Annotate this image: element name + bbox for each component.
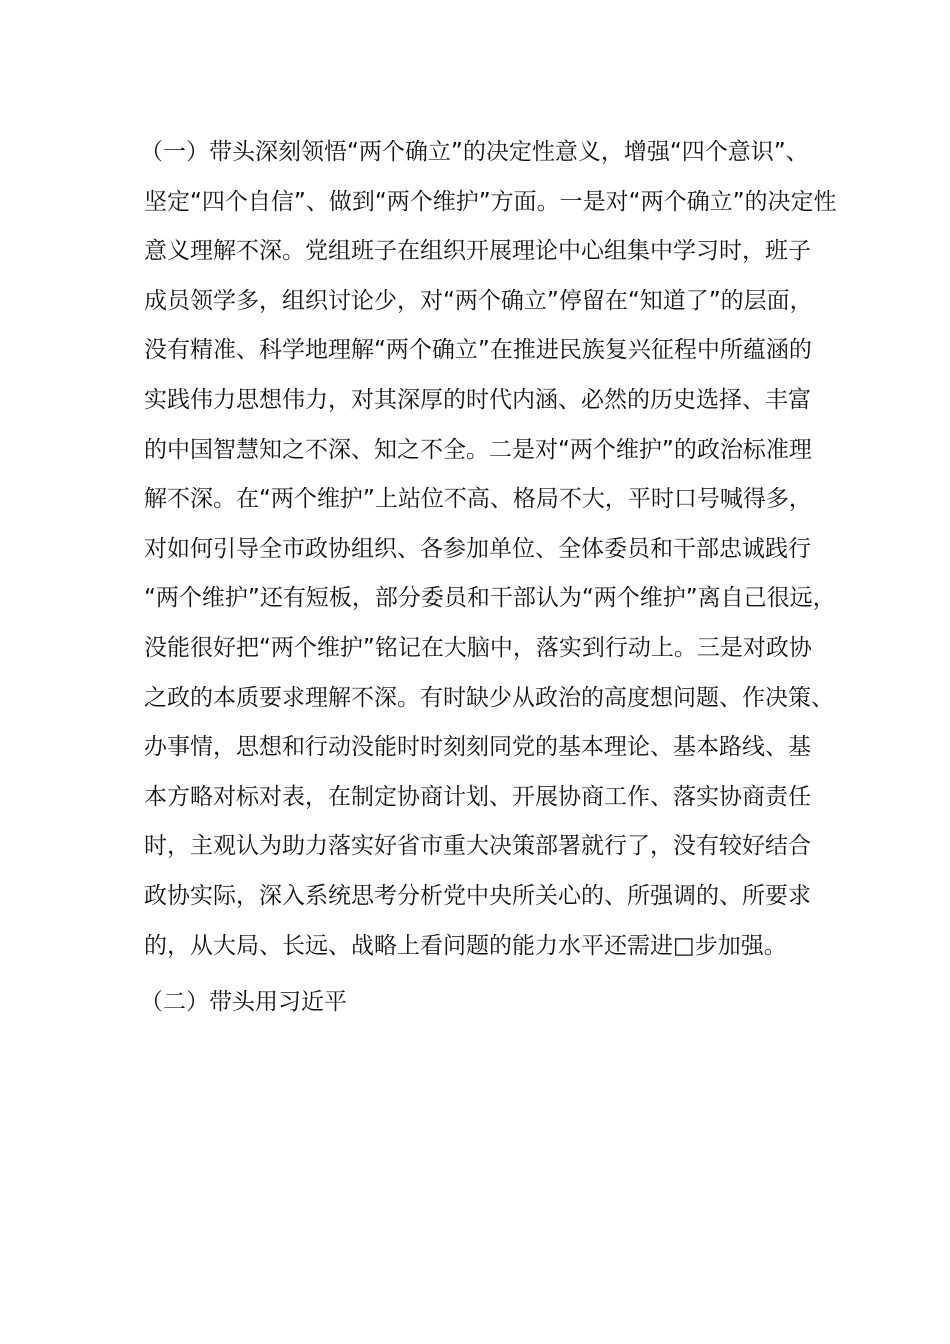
text-line: 本方略对标对表，在制定协商计划、开展协商工作、落实协商责任 xyxy=(144,783,811,810)
text-line: 实践伟力思想伟力，对其深厚的时代内涵、必然的历史选择、丰富 xyxy=(144,386,811,413)
paragraph-1 xyxy=(140,133,844,976)
text-line: 政协实际，深入系统思考分析党中央所关心的、所强调的、所要求 xyxy=(144,882,811,909)
text-line: 意义理解不深。党组班子在组织开展理论中心组集中学习时，班子 xyxy=(144,238,811,265)
text-line: 对如何引导全市政协组织、各参加单位、全体委员和干部忠诚践行 xyxy=(144,535,811,562)
text-line: 时，主观认为助力落实好省市重大决策部署就行了，没有较好结合 xyxy=(144,833,811,860)
text-line: 之政的本质要求理解不深。有时缺少从政治的高度想问题、作决策、 xyxy=(144,684,834,711)
text-line: 没能很好把“两个维护”铭记在大脑中，落实到行动上。三是对政协 xyxy=(144,634,812,661)
text-line: 成员领学多，组织讨论少，对“两个确立”停留在“知道了”的层面， xyxy=(144,287,813,314)
text-line: 的，从大局、长远、战略上看问题的能力水平还需进□步加强。 xyxy=(144,932,787,959)
text-line: “两个维护”还有短板，部分委员和干部认为“两个维护”离自己很远， xyxy=(144,585,836,612)
text-line: 办事情，思想和行动没能时时刻刻同党的基本理论、基本路线、基 xyxy=(144,734,811,761)
text-line: 的中国智慧知之不深、知之不全。二是对“两个维护”的政治标准理 xyxy=(144,436,812,463)
text-line: （一）带头深刻领悟“两个确立”的决定性意义，增强“四个意识”、 xyxy=(140,139,809,165)
text-line: 解不深。在“两个维护”上站位不高、格局不大，平时口号喊得多， xyxy=(144,486,812,513)
section-heading-2: （二）带头用习近平 xyxy=(140,989,347,1015)
text-line: 没有精准、科学地理解“两个确立”在推进民族复兴征程中所蕴涵的 xyxy=(144,337,812,364)
text-line: 坚定“四个自信”、做到“两个维护”方面。一是对“两个确立”的决定性 xyxy=(144,188,837,215)
